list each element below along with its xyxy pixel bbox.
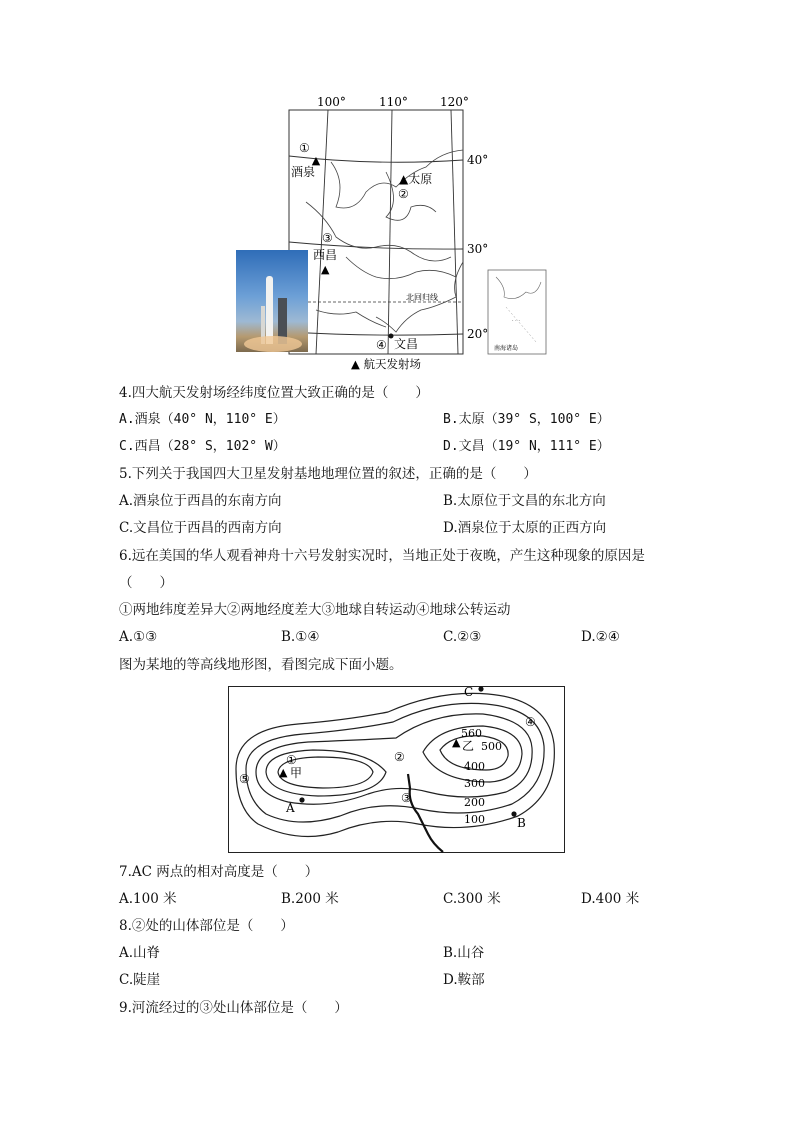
q6-option-c[interactable]: C.②③ (443, 629, 482, 645)
point-c-label: C (464, 685, 474, 699)
contour-label-100: 100 (464, 813, 485, 826)
q6-option-d[interactable]: D.②④ (581, 629, 620, 645)
inset-dots: · · · (512, 318, 520, 324)
point-b-dot (511, 811, 516, 816)
lat-label-20: 20° (467, 327, 489, 341)
lat-label-30: 30° (467, 242, 489, 256)
q7-stem: 7.AC 两点的相对高度是（ ） (119, 864, 319, 880)
circle-2: ② (394, 750, 405, 764)
site-taiyuan-label: 太原 (408, 172, 433, 186)
circle-3: ③ (322, 231, 333, 245)
q7-option-a[interactable]: A.100 米 (119, 891, 177, 907)
point-c-dot (478, 686, 483, 691)
peak-yi-triangle: ▲ (452, 736, 461, 749)
rocket-smoke (244, 336, 302, 352)
q5-option-d[interactable]: D.酒泉位于太原的正西方向 (443, 520, 607, 536)
q8-option-c[interactable]: C.陡崖 (119, 972, 161, 988)
q6-option-b[interactable]: B.①④ (281, 629, 320, 645)
contour-map (228, 684, 566, 856)
peak-yi-label: 乙 (462, 739, 475, 753)
circle-5: ⑤ (239, 772, 250, 786)
q5-option-c[interactable]: C.文昌位于西昌的西南方向 (119, 520, 282, 536)
contour-label-200: 200 (464, 796, 485, 809)
launch-sites-map (236, 92, 556, 377)
q7-option-d[interactable]: D.400 米 (581, 891, 640, 907)
q6-option-a[interactable]: A.①③ (119, 629, 158, 645)
lat-label-40: 40° (467, 153, 489, 167)
q5-option-a[interactable]: A.酒泉位于西昌的东南方向 (119, 493, 282, 509)
wenchang-dot (389, 334, 394, 339)
lon-label-100: 100° (317, 95, 346, 109)
contour-intro: 图为某地的等高线地形图，看图完成下面小题。 (119, 657, 403, 673)
peak-jia-label: 甲 (290, 766, 303, 780)
site-xichang: 西昌 (313, 248, 338, 262)
q8-option-b[interactable]: B.山谷 (443, 945, 485, 961)
q7-option-c[interactable]: C.300 米 (443, 891, 501, 907)
rocket-photo (236, 250, 308, 352)
point-a-label: A (286, 801, 295, 815)
q5-stem: 5.下列关于我国四大卫星发射基地地理位置的叙述，正确的是（ ） (119, 466, 537, 482)
circle-4: ④ (525, 715, 536, 729)
site-taiyuan: ▲太原 (399, 172, 433, 186)
point-a-dot (299, 797, 304, 802)
q4-option-a[interactable]: A.酒泉（40° N，110° E） (119, 412, 286, 427)
q5-option-b[interactable]: B.太原位于文昌的东北方向 (443, 493, 606, 509)
rocket-body (266, 276, 273, 344)
q6-stem: 6.远在美国的华人观看神舟十六号发射实况时，当地正处于夜晚，产生这种现象的原因是 (119, 548, 645, 564)
contour-label-300: 300 (464, 777, 485, 790)
peak-jia-triangle: ▲ (279, 766, 288, 779)
circle-2: ② (398, 187, 409, 201)
circle-1: ① (286, 753, 297, 767)
tropic-label: 北回归线 (406, 293, 438, 302)
q8-stem: 8.②处的山体部位是（ ） (119, 918, 294, 934)
site-jiuquan: 酒泉 (291, 165, 316, 179)
point-b-label: B (517, 816, 526, 830)
q6-stem-bracket: （ ） (119, 575, 173, 591)
lon-label-120: 120° (440, 95, 469, 109)
q4-option-d[interactable]: D.文昌（19° N，111° E） (443, 439, 610, 454)
contour-label-400: 400 (464, 760, 485, 773)
contour-map-svg (228, 684, 566, 856)
map-legend: ▲ 航天发射场 (351, 357, 421, 371)
xichang-triangle: ▲ (321, 263, 330, 276)
site-wenchang: 文昌 (394, 337, 419, 351)
q8-option-a[interactable]: A.山脊 (119, 945, 161, 961)
jiuquan-triangle: ▲ (311, 154, 321, 167)
q6-items: ①两地纬度差异大②两地经度差大③地球自转运动④地球公转运动 (119, 602, 511, 618)
q9-stem: 9.河流经过的③处山体部位是（ ） (119, 1000, 348, 1016)
south-sea-inset (488, 270, 546, 354)
q4-option-c[interactable]: C.西昌（28° S，102° W） (119, 439, 286, 454)
q4-option-b[interactable]: B.太原（39° S，100° E） (443, 412, 610, 427)
lon-label-110: 110° (379, 95, 408, 109)
q8-option-d[interactable]: D.鞍部 (443, 972, 485, 988)
q7-option-b[interactable]: B.200 米 (281, 891, 339, 907)
circle-1: ① (299, 141, 310, 155)
circle-3: ③ (401, 791, 412, 805)
q4-stem: 4.四大航天发射场经纬度位置大致正确的是（ ） (119, 385, 429, 401)
contour-label-500: 500 (481, 740, 502, 753)
inset-label: 南海诸岛 (494, 345, 519, 352)
circle-4: ④ (376, 338, 387, 352)
peak-height: 560 (461, 727, 482, 740)
